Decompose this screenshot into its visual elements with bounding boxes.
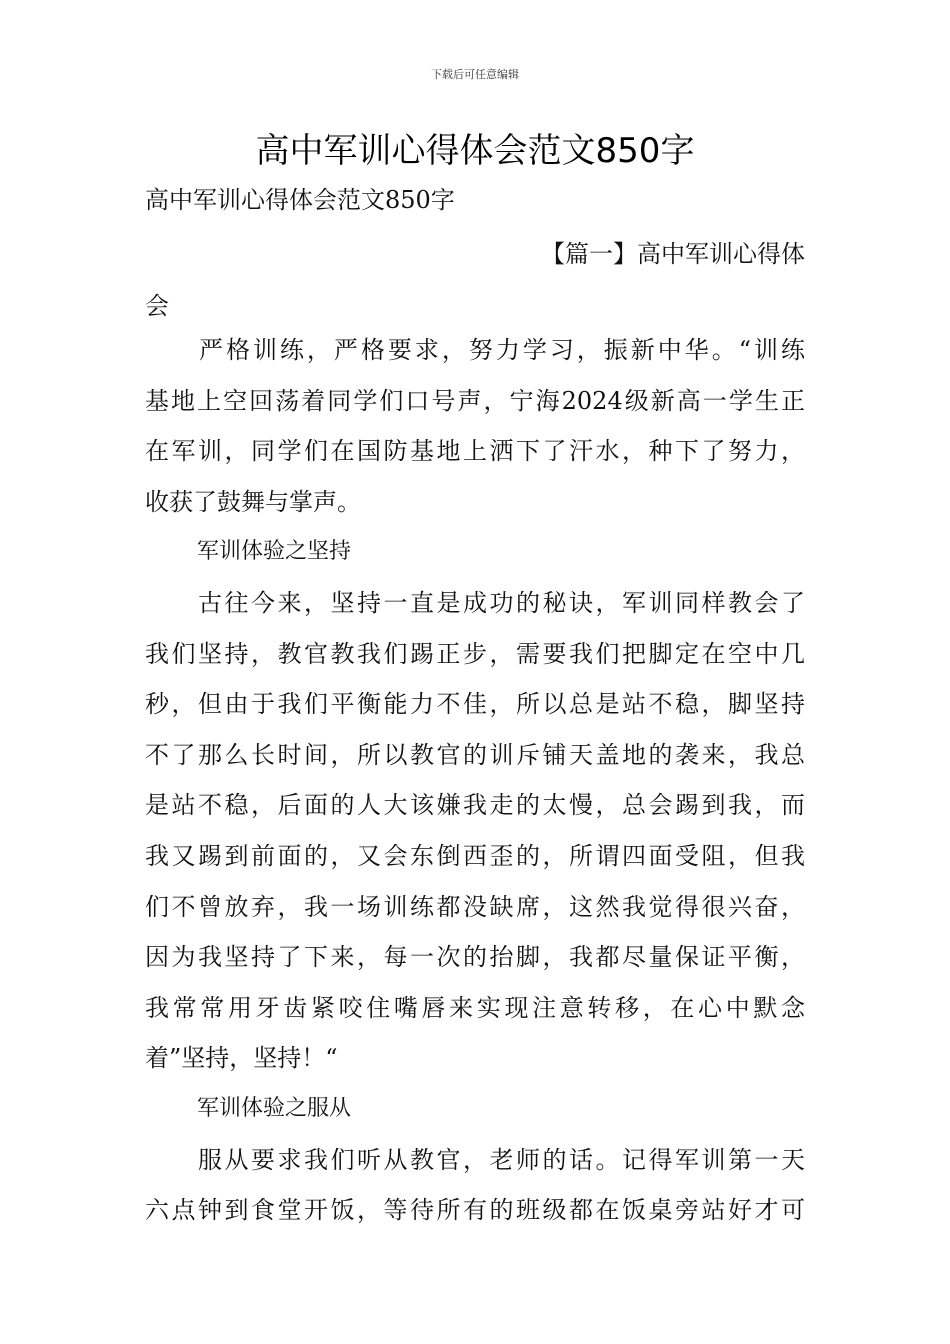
header-note: 下载后可任意编辑 bbox=[431, 68, 519, 81]
text-line: 基地上空回荡着同学们口号声，宁海2024级新高一学生正 bbox=[145, 386, 805, 415]
section-heading bbox=[145, 228, 805, 332]
document-subtitle: 高中军训心得体会范文850字 bbox=[145, 186, 455, 214]
text-line: 我常常用牙齿紧咬住嘴唇来实现注意转移，在心中默念 bbox=[145, 993, 805, 1022]
text-line: 秒，但由于我们平衡能力不佳，所以总是站不稳，脚坚持 bbox=[145, 690, 805, 719]
text-line: 六点钟到食堂开饭，等待所有的班级都在饭桌旁站好才可 bbox=[145, 1196, 805, 1225]
subsection-heading: 军训体验之服从 bbox=[197, 1095, 352, 1121]
text-line: 服从要求我们听从教官，老师的话。记得军训第一天 bbox=[145, 1145, 805, 1174]
text-line: 在军训，同学们在国防基地上洒下了汗水，种下了努力， bbox=[145, 437, 805, 466]
text-line: 我又踢到前面的，又会东倒西歪的，所谓四面受阻，但我 bbox=[145, 841, 805, 870]
section-heading-line: 会 bbox=[145, 292, 169, 320]
text-line: 古往今来，坚持一直是成功的秘诀，军训同样教会了 bbox=[145, 588, 805, 617]
subsection-heading: 军训体验之坚持 bbox=[197, 539, 352, 565]
document-title: 高中军训心得体会范文850字 bbox=[255, 131, 695, 171]
text-line: 不了那么长时间，所以教官的训斥铺天盖地的袭来，我总 bbox=[145, 740, 805, 769]
text-line: 是站不稳，后面的人大该嫌我走的太慢，总会踢到我，而 bbox=[145, 791, 805, 820]
text-line: 因为我坚持了下来，每一次的抬脚，我都尽量保证平衡， bbox=[145, 943, 805, 972]
text-line: 们不曾放弃，我一场训练都没缺席，这然我觉得很兴奋， bbox=[145, 892, 805, 921]
paragraph bbox=[145, 1135, 805, 1236]
text-line: 我们坚持，教官教我们踢正步，需要我们把脚定在空中几 bbox=[145, 639, 805, 668]
paragraph bbox=[145, 325, 805, 527]
section-heading-line: 【篇一】高中军训心得体 bbox=[541, 240, 805, 268]
paragraph bbox=[145, 578, 805, 1084]
text-line: 收获了鼓舞与掌声。 bbox=[145, 487, 361, 516]
text-line: 着”坚持，坚持！“ bbox=[145, 1044, 338, 1073]
text-line: 严格训练，严格要求，努力学习，振新中华。“训练 bbox=[145, 336, 805, 364]
body-text bbox=[145, 325, 805, 1236]
